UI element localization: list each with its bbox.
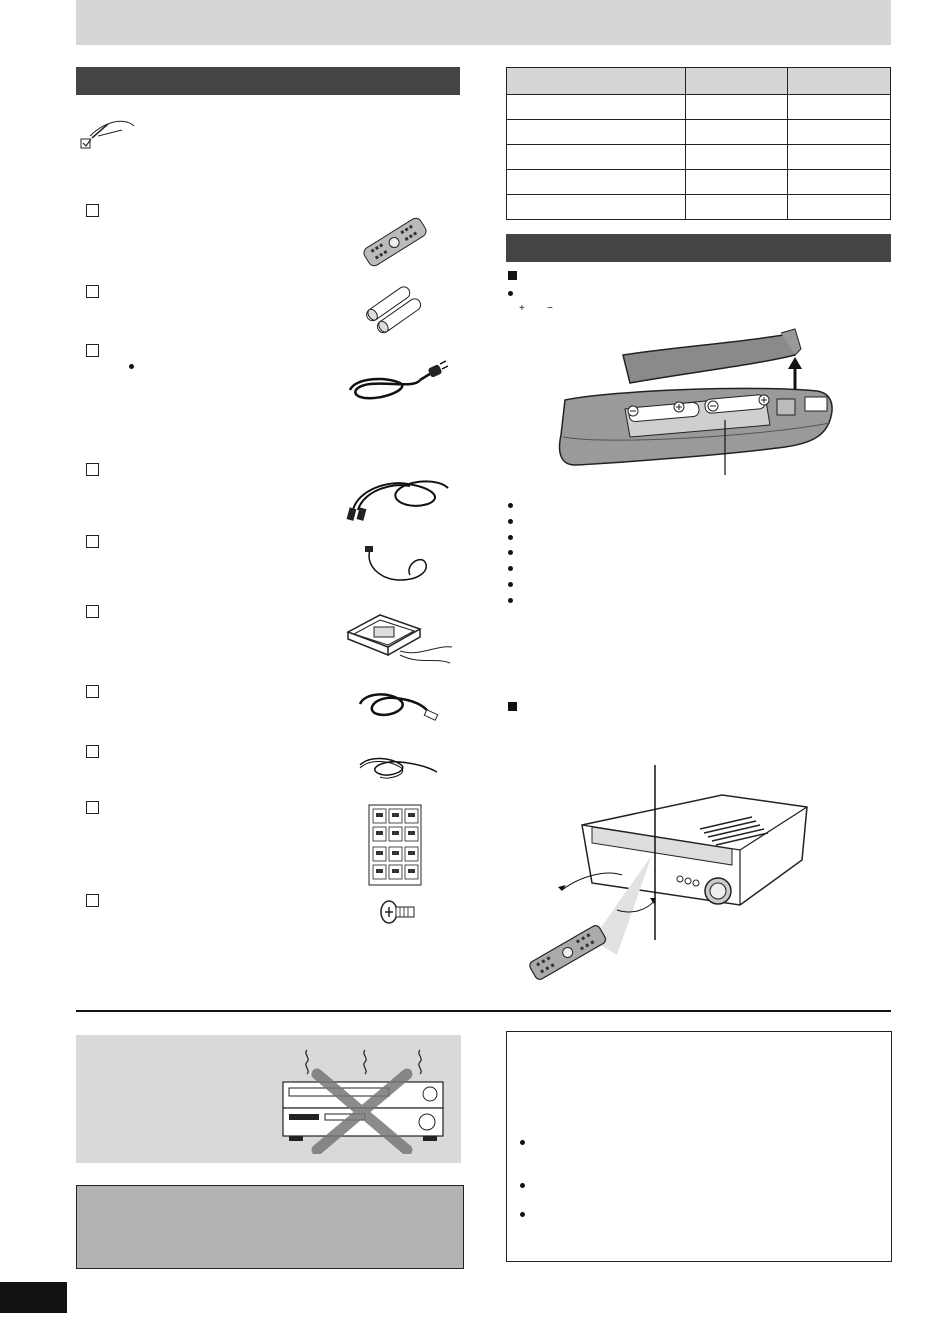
notes-bullet-3 [520, 1212, 525, 1217]
remote-note-bullet-7 [508, 598, 513, 603]
table-row [507, 95, 891, 120]
page-number-tab [0, 1282, 67, 1313]
table-row [507, 195, 891, 220]
power-cord-bullet [129, 364, 134, 369]
checkbox-fm-antenna[interactable] [86, 535, 99, 548]
checkbox-video-cable[interactable] [86, 463, 99, 476]
table-header-row [507, 68, 891, 95]
checkbox-remote[interactable] [86, 204, 99, 217]
remote-note-bullet-6 [508, 582, 513, 587]
spec-table [506, 67, 891, 220]
do-not-stack-illustration [275, 1042, 450, 1154]
polarity-plus-label: + [519, 303, 525, 314]
remote-note-bullet-1 [508, 503, 513, 508]
important-notice-box [76, 1185, 464, 1269]
remote-note-bullet-5 [508, 566, 513, 571]
battery-insertion-illustration [555, 325, 840, 480]
am-loop-antenna-icon [340, 607, 455, 672]
remote-note-bullet-3 [508, 535, 513, 540]
checkbox-stickers[interactable] [86, 801, 99, 814]
power-cord-icon [345, 358, 450, 408]
section-divider [76, 1010, 891, 1012]
remote-note-bullet-4 [508, 550, 513, 555]
table-row [507, 170, 891, 195]
notes-bullet-1 [520, 1140, 525, 1145]
checkbox-thin-cable[interactable] [86, 745, 99, 758]
table-row [507, 145, 891, 170]
use-subsection-marker [508, 702, 517, 711]
battery-note-bullet [508, 291, 513, 296]
page-header-band [76, 0, 891, 45]
thin-cable-icon [355, 750, 440, 785]
checkbox-am-antenna[interactable] [86, 605, 99, 618]
batteries-icon [360, 285, 430, 335]
remote-icon [360, 212, 430, 272]
notes-bullet-2 [520, 1183, 525, 1188]
batteries-subsection-marker [508, 271, 517, 280]
accessories-section-header [76, 67, 460, 95]
table-row [507, 120, 891, 145]
remote-section-header [506, 234, 891, 262]
speaker-cable-icon [355, 686, 445, 726]
checkbox-batteries[interactable] [86, 285, 99, 298]
video-cable-icon [338, 470, 453, 525]
screw-icon [378, 895, 418, 927]
checkbox-screw[interactable] [86, 894, 99, 907]
remote-note-bullet-2 [508, 519, 513, 524]
checkbox-speaker-cable[interactable] [86, 685, 99, 698]
polarity-minus-label: − [547, 303, 553, 314]
remote-range-illustration [522, 765, 812, 980]
fm-antenna-icon [360, 540, 435, 590]
checklist-hand-icon [78, 116, 138, 154]
sticker-sheet-icon [368, 804, 423, 886]
notes-box [506, 1031, 892, 1262]
checkbox-power-cord[interactable] [86, 344, 99, 357]
